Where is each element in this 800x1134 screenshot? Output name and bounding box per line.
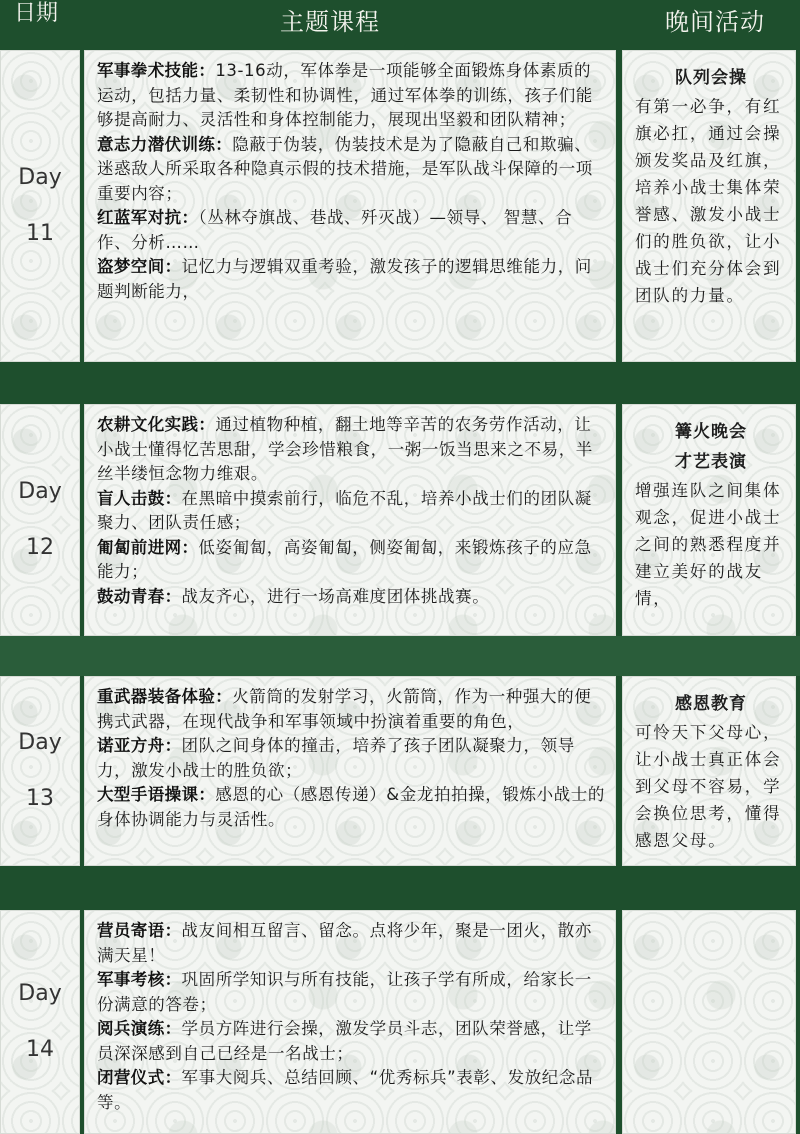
course-item <box>97 783 605 832</box>
evening-text: 增强连队之间集体观念，促进小战士之间的熟悉程度并建立美好的战友情， <box>635 481 782 608</box>
course-text: 感恩的心（感恩传递）&金龙拍拍操，锻炼小战士的身体协调能力与灵活性。 <box>97 785 605 829</box>
evening-cell <box>622 676 796 866</box>
course-text: 低姿匍匐，高姿匍匐，侧姿匍匐，来锻炼孩子的应急能力； <box>97 537 592 581</box>
course-item <box>97 59 605 133</box>
course-text: 火箭筒的发射学习，火箭筒，作为一种强大的便携式武器，在现代战争和军事领域中扮演着重要的角色， <box>97 687 592 731</box>
course-item <box>97 919 605 968</box>
course-text: （丛林夺旗战、巷战、歼灭战）—领导、 智慧、合作、分析…… <box>97 208 573 252</box>
course-keyword: 盲人击鼓： <box>97 488 182 508</box>
date-column-header: 日期 <box>14 1 59 26</box>
day-number: 13 <box>26 786 54 811</box>
evening-text: 可怜天下父母心，让小战士真正体会到父母不容易，学会换位思考，懂得感恩父母。 <box>635 723 782 850</box>
course-keyword: 鼓动青春： <box>97 586 182 606</box>
course-item <box>97 536 605 585</box>
course-text: 战友齐心，进行一场高难度团体挑战赛。 <box>181 586 490 606</box>
course-cell <box>84 404 616 636</box>
course-keyword: 盗梦空间： <box>97 257 182 276</box>
course-item <box>97 734 605 783</box>
course-keyword: 阅兵演练： <box>97 1019 182 1038</box>
evening-title: 才艺表演 <box>675 452 747 472</box>
day-number: 14 <box>26 1037 54 1062</box>
day-label: Day <box>18 479 62 504</box>
course-cell <box>84 676 616 866</box>
course-text: 团队之间身体的撞击，培养了孩子团队凝聚力，领导力，激发小战士的胜负欲； <box>97 736 575 780</box>
course-text: 战友间相互留言、留念。点将少年，聚是一团火，散亦满天星！ <box>97 921 592 965</box>
course-cell <box>84 50 616 362</box>
course-text: 隐蔽于伪装，伪装技术是为了隐蔽自己和欺骗、迷惑敌人所采取各种隐真示假的技术措施，是军队战斗保障的一项重要内容； <box>97 134 593 203</box>
evening-title: 篝火晚会 <box>675 422 747 442</box>
course-item <box>97 585 605 610</box>
day-cell <box>0 50 80 362</box>
day-label: Day <box>18 981 62 1006</box>
course-text: 军事大阅兵、总结回顾、“优秀标兵”表彰、发放纪念品等。 <box>97 1068 594 1112</box>
course-text: 巩固所学知识与所有技能，让孩子学有所成，给家长一份满意的答卷； <box>97 970 592 1014</box>
day-number: 11 <box>26 221 54 246</box>
course-keyword: 意志力潜伏训练： <box>97 134 233 154</box>
course-keyword: 闭营仪式： <box>97 1068 182 1087</box>
course-item <box>97 1017 605 1066</box>
course-text: 通过植物种植，翻土地等辛苦的农务劳作活动，让小战士懂得忆苦思甜，学会珍惜粮食，一粥一饭当思来之不易，半丝半缕恒念物力维艰。 <box>97 415 593 483</box>
course-item <box>97 206 605 255</box>
course-keyword: 大型手语操课： <box>97 785 216 804</box>
evening-title: 感恩教育 <box>675 694 747 714</box>
evening-activity-column-header: 晚间活动 <box>665 8 765 36</box>
day-cell <box>0 404 80 636</box>
evening-title: 队列会操 <box>675 68 747 88</box>
course-text: 在黑暗中摸索前行，临危不乱，培养小战士们的团队凝聚力、团队责任感； <box>97 488 592 532</box>
course-item <box>97 487 605 536</box>
separator-band <box>0 362 800 404</box>
course-keyword: 匍匐前进网： <box>97 537 199 557</box>
course-item <box>97 685 605 734</box>
course-keyword: 军事拳术技能： <box>97 61 216 80</box>
table-header <box>0 0 800 40</box>
course-item <box>97 255 605 304</box>
course-keyword: 营员寄语： <box>97 921 182 940</box>
course-text: 13-16动，军体拳是一项能够全面锻炼身体素质的运动，包括力量、柔韧性和协调性，通过军体拳的训练，孩子们能够提高耐力、灵活性和身体控制能力，展现出坚毅和团队精神； <box>97 61 593 129</box>
evening-text: 有第一必争，有红旗必扛，通过会操颁发奖品及红旗，培养小战士集体荣誉感、激发小战士们的胜负欲，让小战士们充分体会到团队的力量。 <box>635 97 782 305</box>
course-item <box>97 968 605 1017</box>
course-keyword: 农耕文化实践： <box>97 415 216 434</box>
course-item <box>97 133 605 207</box>
course-keyword: 重武器装备体验： <box>97 687 233 706</box>
evening-cell <box>622 910 796 1134</box>
evening-cell <box>622 50 796 362</box>
main-course-column-header: 主题课程 <box>280 8 380 36</box>
course-text: 学员方阵进行会操，激发学员斗志，团队荣誉感，让学员深深感到自己已经是一名战士； <box>97 1019 592 1063</box>
course-keyword: 军事考核： <box>97 970 182 989</box>
course-item <box>97 413 605 487</box>
course-item <box>97 1066 605 1115</box>
day-label: Day <box>18 730 62 755</box>
course-text: 记忆力与逻辑双重考验，激发孩子的逻辑思维能力，问题判断能力， <box>97 257 592 301</box>
separator-band <box>0 866 800 910</box>
course-cell <box>84 910 616 1134</box>
day-label: Day <box>18 165 62 190</box>
day-number: 12 <box>26 535 54 560</box>
course-keyword: 诺亚方舟： <box>97 736 182 755</box>
course-keyword: 红蓝军对抗： <box>97 208 199 227</box>
separator-band <box>0 636 800 676</box>
evening-cell <box>622 404 796 636</box>
day-cell <box>0 676 80 866</box>
day-cell <box>0 910 80 1134</box>
